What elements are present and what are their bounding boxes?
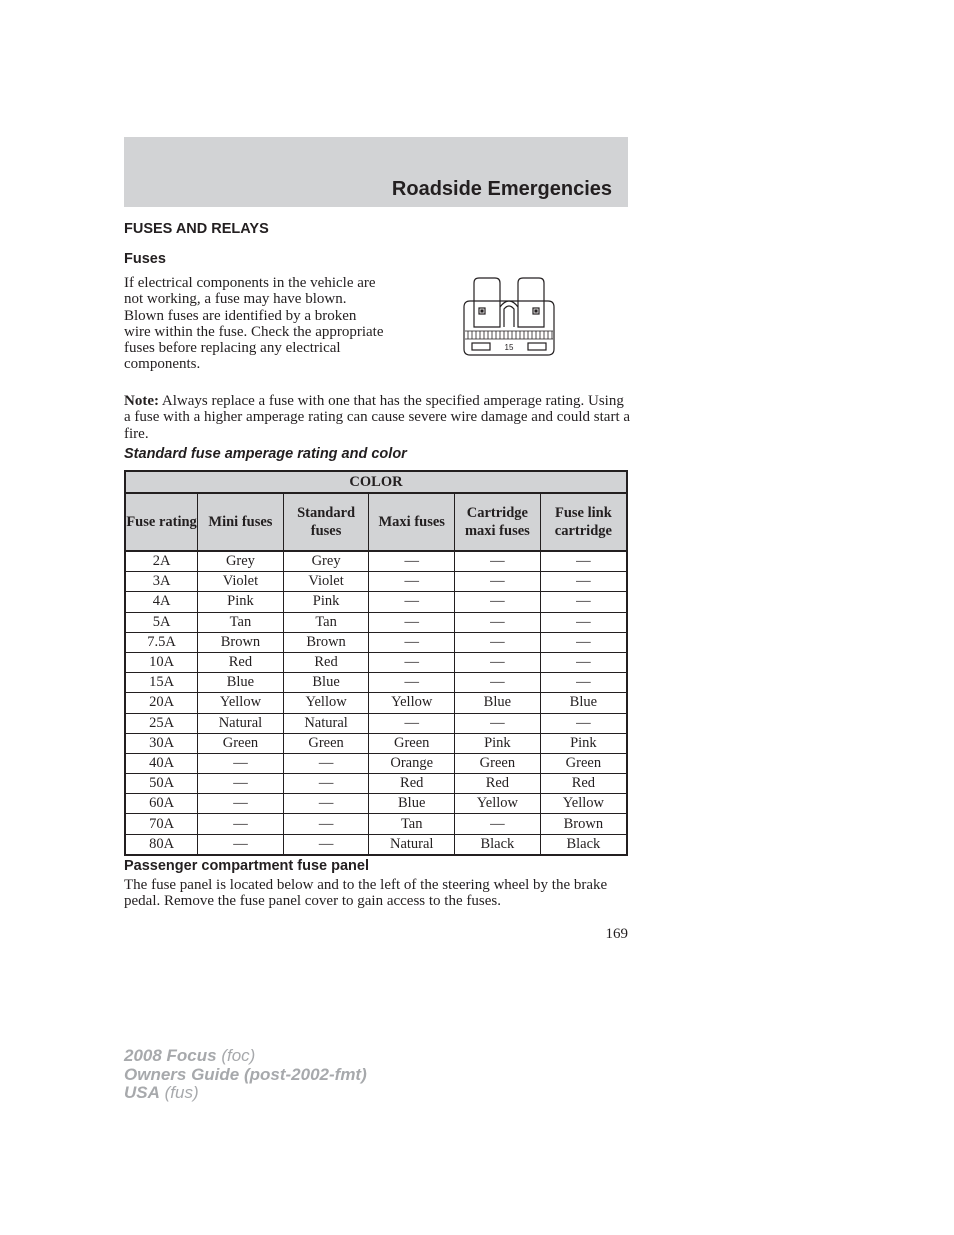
- table-cell: —: [369, 592, 455, 612]
- table-cell: —: [455, 713, 541, 733]
- table-row: [125, 733, 627, 753]
- note-text: Always replace a fuse with one that has the specified amperage rating. Using a fuse with a higher amperage rating can cause severe wire damage and could start a fire.: [124, 393, 631, 442]
- table-row: [125, 834, 627, 855]
- table-column-header: Fuse link cartridge: [540, 493, 627, 551]
- footer-model: 2008 Focus: [124, 1046, 217, 1065]
- table-row: [125, 753, 627, 773]
- table-cell: Grey: [283, 551, 369, 572]
- table-cell: —: [540, 551, 627, 572]
- table-cell: Red: [540, 774, 627, 794]
- table-cell: —: [198, 834, 284, 855]
- table-cell: —: [369, 673, 455, 693]
- table-cell: —: [283, 753, 369, 773]
- table-cell: 3A: [125, 572, 198, 592]
- table-cell: —: [540, 632, 627, 652]
- table-cell: Tan: [283, 612, 369, 632]
- table-row: [125, 632, 627, 652]
- table-cell: —: [540, 673, 627, 693]
- table-cell: —: [540, 713, 627, 733]
- table-cell: Blue: [540, 693, 627, 713]
- table-cell: —: [540, 592, 627, 612]
- table-cell: 2A: [125, 551, 198, 572]
- fuse-color-table: [124, 470, 628, 856]
- table-cell: Green: [455, 753, 541, 773]
- table-row: [125, 572, 627, 592]
- table-cell: Red: [455, 774, 541, 794]
- panel-paragraph: The fuse panel is located below and to the left of the steering wheel by the brake pedal. Remove the fuse panel cover to gain access to the fuses.: [124, 877, 608, 910]
- table-cell: Red: [369, 774, 455, 794]
- table-cell: 40A: [125, 753, 198, 773]
- table-cell: —: [198, 774, 284, 794]
- table-row: [125, 652, 627, 672]
- table-cell: Pink: [455, 733, 541, 753]
- table-cell: —: [283, 834, 369, 855]
- table-cell: 70A: [125, 814, 198, 834]
- table-cell: Tan: [198, 612, 284, 632]
- table-cell: Yellow: [455, 794, 541, 814]
- table-row: [125, 551, 627, 572]
- subsection-title: Fuses: [124, 251, 166, 267]
- table-cell: Red: [198, 652, 284, 672]
- page-number: 169: [605, 926, 628, 942]
- table-cell: 50A: [125, 774, 198, 794]
- table-group-header: COLOR: [125, 471, 627, 493]
- table-cell: Pink: [283, 592, 369, 612]
- table-column-header: Fuse rating: [125, 493, 198, 551]
- table-cell: Violet: [283, 572, 369, 592]
- table-cell: Yellow: [540, 794, 627, 814]
- table-cell: 10A: [125, 652, 198, 672]
- table-cell: Yellow: [198, 693, 284, 713]
- table-cell: Grey: [198, 551, 284, 572]
- table-cell: —: [283, 814, 369, 834]
- table-cell: 7.5A: [125, 632, 198, 652]
- table-cell: —: [455, 652, 541, 672]
- fuse-icon-label: 15: [504, 343, 514, 352]
- table-cell: Green: [198, 733, 284, 753]
- table-cell: 20A: [125, 693, 198, 713]
- table-row: [125, 693, 627, 713]
- footer-model-code: (foc): [216, 1046, 256, 1065]
- table-cell: Black: [540, 834, 627, 855]
- table-row: [125, 592, 627, 612]
- table-row: [125, 713, 627, 733]
- table-cell: Green: [540, 753, 627, 773]
- table-cell: Brown: [283, 632, 369, 652]
- table-cell: Green: [369, 733, 455, 753]
- table-cell: Yellow: [369, 693, 455, 713]
- table-cell: Tan: [369, 814, 455, 834]
- table-cell: —: [369, 612, 455, 632]
- table-cell: —: [369, 713, 455, 733]
- table-cell: 60A: [125, 794, 198, 814]
- table-cell: 80A: [125, 834, 198, 855]
- table-cell: Brown: [198, 632, 284, 652]
- table-cell: —: [455, 632, 541, 652]
- table-cell: —: [369, 652, 455, 672]
- fuse-icon: [462, 277, 556, 357]
- table-row: [125, 814, 627, 834]
- table-cell: Pink: [198, 592, 284, 612]
- table-cell: 4A: [125, 592, 198, 612]
- footer-doc-info: [124, 1047, 367, 1103]
- table-title: Standard fuse amperage rating and color: [124, 446, 407, 462]
- table-cell: Yellow: [283, 693, 369, 713]
- table-cell: Black: [455, 834, 541, 855]
- table-row: [125, 612, 627, 632]
- table-column-header: Maxi fuses: [369, 493, 455, 551]
- table-cell: Natural: [369, 834, 455, 855]
- table-cell: Brown: [540, 814, 627, 834]
- table-cell: —: [198, 753, 284, 773]
- table-column-header: Cartridge maxi fuses: [455, 493, 541, 551]
- page-header-title: Roadside Emergencies: [391, 178, 612, 200]
- table-cell: —: [283, 774, 369, 794]
- table-cell: —: [198, 814, 284, 834]
- table-cell: Natural: [198, 713, 284, 733]
- table-cell: —: [455, 551, 541, 572]
- table-cell: —: [540, 612, 627, 632]
- table-cell: Blue: [198, 673, 284, 693]
- table-cell: 30A: [125, 733, 198, 753]
- table-cell: —: [540, 652, 627, 672]
- table-cell: —: [198, 794, 284, 814]
- footer-market-code: (fus): [159, 1083, 199, 1102]
- table-cell: —: [369, 572, 455, 592]
- table-cell: —: [455, 612, 541, 632]
- table-cell: —: [369, 632, 455, 652]
- intro-paragraph: If electrical components in the vehicle are not working, a fuse may have blown. Blown fuses are identified by a broken wire within the fuse. Check the appropriate fuses before replacing any electrical components.: [124, 275, 384, 373]
- table-column-header: Standard fuses: [283, 493, 369, 551]
- table-cell: Blue: [283, 673, 369, 693]
- table-cell: —: [455, 673, 541, 693]
- table-cell: —: [369, 551, 455, 572]
- table-cell: Pink: [540, 733, 627, 753]
- footer-market: USA: [124, 1083, 160, 1102]
- table-cell: 25A: [125, 713, 198, 733]
- table-cell: —: [455, 814, 541, 834]
- section-title: FUSES AND RELAYS: [124, 221, 269, 237]
- table-column-header: Mini fuses: [198, 493, 284, 551]
- table-cell: Orange: [369, 753, 455, 773]
- table-cell: Blue: [369, 794, 455, 814]
- table-cell: Blue: [455, 693, 541, 713]
- table-cell: 15A: [125, 673, 198, 693]
- note-paragraph: [124, 393, 630, 442]
- table-cell: Violet: [198, 572, 284, 592]
- table-cell: Natural: [283, 713, 369, 733]
- header-band: [124, 137, 628, 207]
- table-row: [125, 673, 627, 693]
- note-label: Note:: [124, 393, 159, 409]
- table-cell: —: [455, 572, 541, 592]
- table-cell: Green: [283, 733, 369, 753]
- table-cell: —: [455, 592, 541, 612]
- table-cell: 5A: [125, 612, 198, 632]
- table-row: [125, 794, 627, 814]
- table-row: [125, 774, 627, 794]
- panel-section-title: Passenger compartment fuse panel: [124, 858, 369, 874]
- table-cell: —: [283, 794, 369, 814]
- table-cell: Red: [283, 652, 369, 672]
- table-cell: —: [540, 572, 627, 592]
- footer-guide: Owners Guide (post-2002-fmt): [124, 1064, 367, 1084]
